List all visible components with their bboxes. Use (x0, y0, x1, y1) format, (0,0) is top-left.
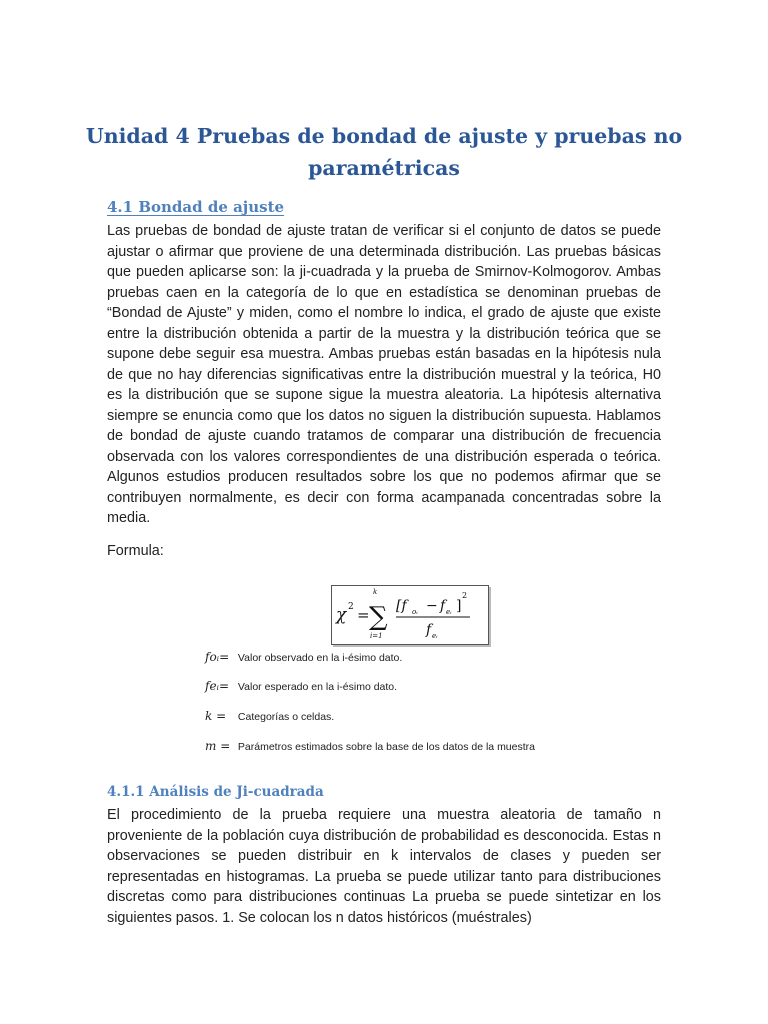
formula-label: Formula: (107, 543, 164, 559)
formula-numerator-sub1: oᵢ (412, 608, 418, 616)
formula-numerator-f2: f (440, 598, 446, 614)
formula-denominator: f (426, 622, 432, 638)
section-paragraph-bondad-de-ajuste: Las pruebas de bondad de ajuste tratan de verificar si el conjunto de datos se puede ajustar o afirmar que proviene de una determinada distribución. Las pruebas básicas que pueden aplicarse son: la ji-cuadrada y la prueba de Smirnov-Kolmogorov. Ambas pruebas caen en la categoría de lo que en estadística se denominan pruebas de “Bondad de Ajuste” y miden, como el nombre lo indica, el grado de ajuste que existe entre la distribución obtenida a partir de la muestra y la distribución teórica que se supone debe seguir esa muestra. Ambas pruebas están basadas en la hipótesis nula de que no hay diferencias significativas entre la distribución muestral y la teórica, H0 es la distribución que se supone sigue la muestra aleatoria. La hipótesis alternativa siempre se enuncia como que los datos no siguen la distribución supuesta. Hablamos de bondad de ajuste cuando tratamos de comparar una distribución de frecuencia observada con los valores correspondientes de una distribución esperada o teórica. Algunos estudios producen resultados sobre los que no podemos afirmar que se contribuyen normalmente, es decir con forma acampanada concentradas sobre la media. (107, 223, 661, 526)
formula-chi-exponent: 2 (348, 602, 354, 612)
legend-symbol: k = (205, 709, 227, 723)
section-heading-bondad-de-ajuste: 4.1 Bondad de ajuste (107, 198, 285, 216)
section-paragraph-ji-cuadrada: El procedimiento de la prueba requiere una muestra aleatoria de tamaño n proveniente de la población cuya distribución de probabilidad es desconocida. Estas n observaciones se pueden distribuir en k intervalos de clases y pueden ser representadas en histogramas. La prueba se puede utilizar tanto para distribuciones discretas como para distribuciones continuas La prueba se puede sintetizar en los siguientes pasos. 1. Se colocan los n datos históricos (muéstrales) (107, 807, 661, 926)
formula-sum-lower: i=1 (370, 632, 383, 640)
formula-numerator-sub2: eᵢ (446, 608, 452, 616)
section-heading-ji-cuadrada: 4.1.1 Análisis de Ji-cuadrada (107, 784, 324, 800)
formula-sum-upper: k (373, 588, 378, 596)
formula-equals: = (357, 606, 370, 624)
page-title: Unidad 4 Pruebas de bondad de ajuste y pruebas no paramétricas (85, 124, 683, 180)
legend-symbol: m = (205, 739, 231, 753)
legend-text: Valor observado en la i-ésimo dato. (237, 652, 403, 664)
legend-text: Parámetros estimados sobre la base de los datos de la muestra (237, 741, 535, 753)
legend-symbol: foᵢ= (205, 650, 230, 664)
legend-item (205, 739, 535, 753)
formula-numerator-exponent: 2 (462, 591, 468, 600)
legend-item (205, 650, 402, 664)
legend-symbol: feᵢ= (205, 679, 230, 693)
formula-sigma: ∑ (369, 602, 388, 632)
formula-numerator-open: [f (396, 598, 407, 614)
formula-minus: − (426, 598, 438, 614)
formula-numerator-close: ] (456, 598, 462, 614)
legend-text: Valor esperado en la i-ésimo dato. (237, 681, 398, 693)
formula-chi: χ (336, 605, 347, 625)
legend-item (205, 709, 334, 723)
legend-item (205, 679, 397, 693)
chi-square-formula-graphic (332, 586, 488, 644)
chi-square-formula (331, 585, 489, 645)
legend-text: Categorías o celdas. (237, 711, 335, 723)
formula-denominator-sub: eᵢ (432, 632, 438, 640)
